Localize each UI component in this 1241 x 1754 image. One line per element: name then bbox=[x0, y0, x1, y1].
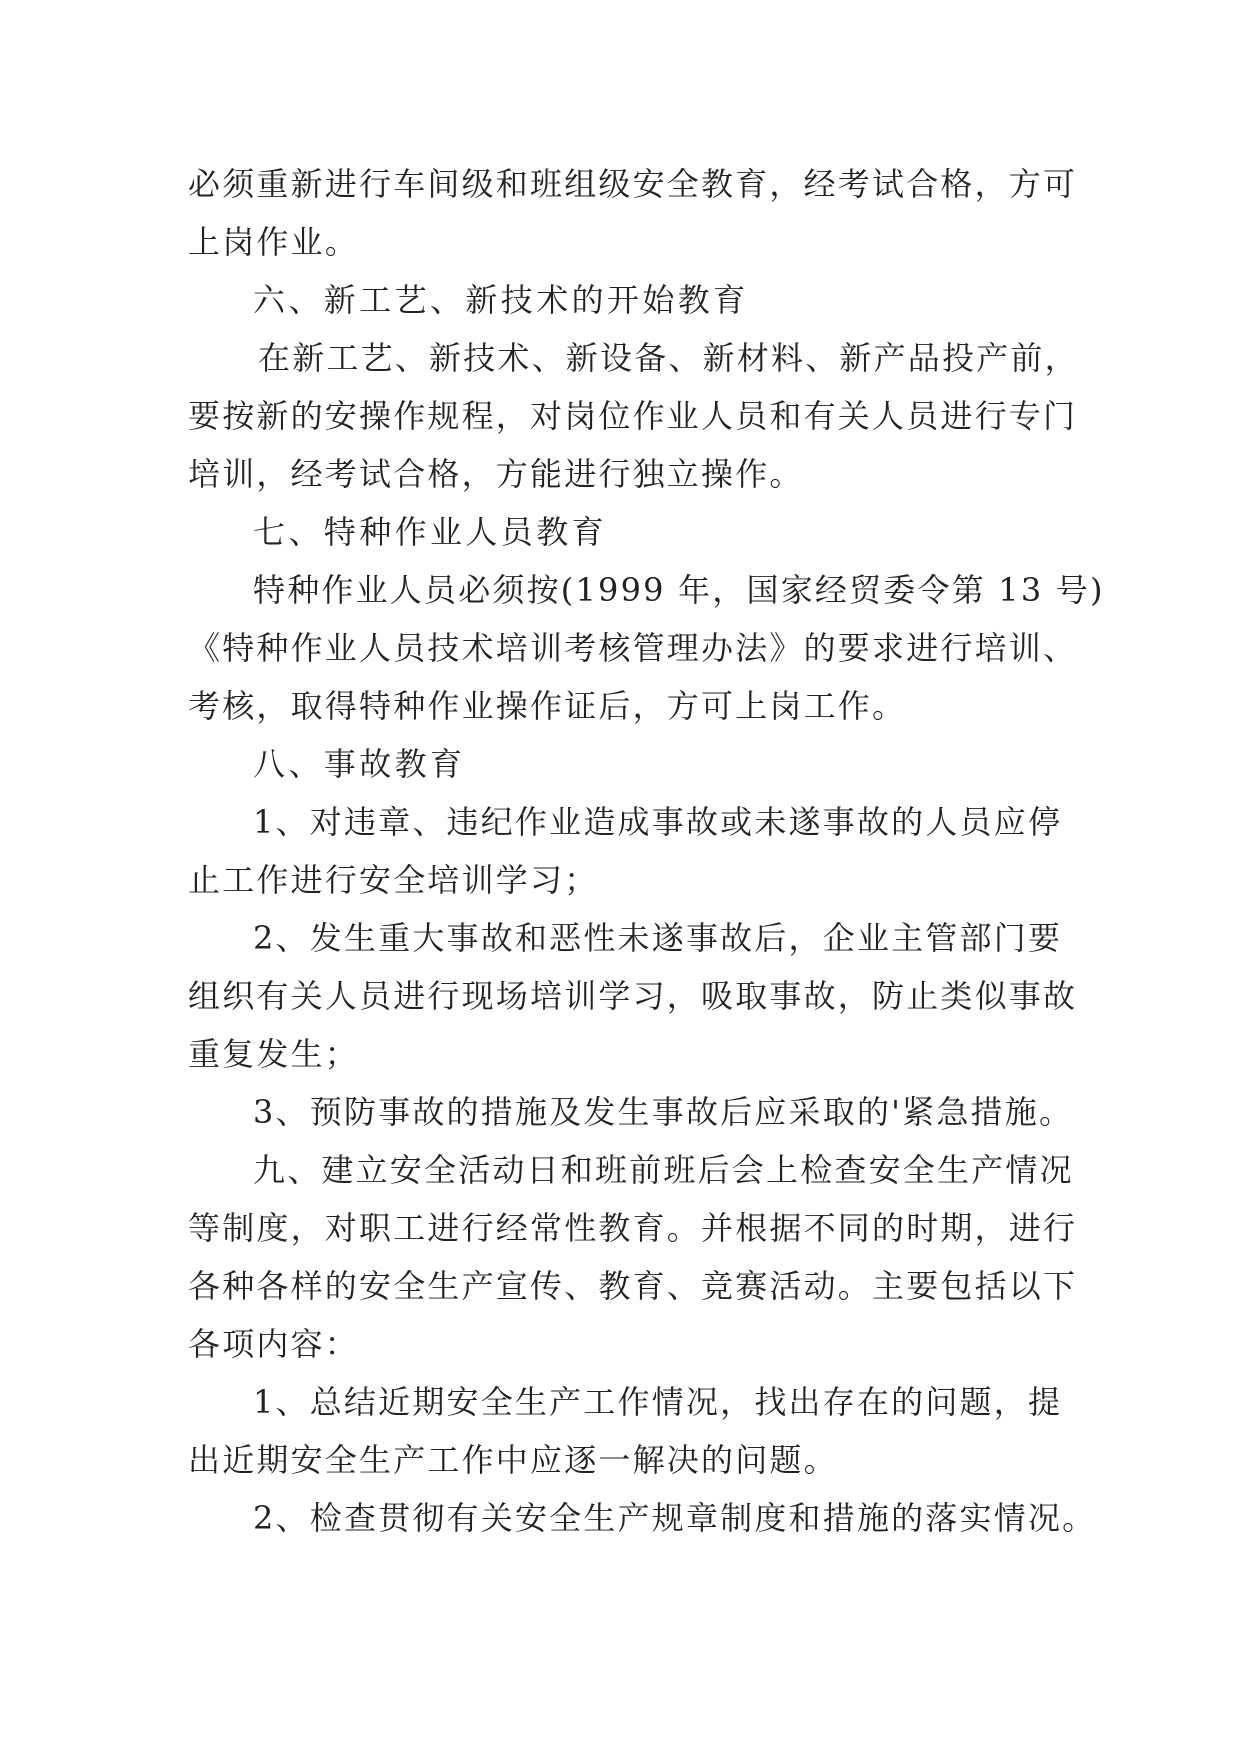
text-line: 组织有关人员进行现场培训学习，吸取事故，防止类似事故 bbox=[188, 977, 1078, 1015]
text-line: 出近期安全生产工作中应逐一解决的问题。 bbox=[188, 1441, 838, 1479]
text-line: 1、总结近期安全生产工作情况，找出存在的问题，提 bbox=[253, 1383, 1063, 1421]
text-line: 上岗作业。 bbox=[188, 223, 360, 261]
text-line: 要按新的安操作规程，对岗位作业人员和有关人员进行专门 bbox=[188, 397, 1078, 435]
section-heading: 九、建立安全活动日和班前班后会上检查安全生产情况 bbox=[253, 1151, 1074, 1189]
text-line: 考核，取得特种作业操作证后，方可上岗工作。 bbox=[188, 687, 907, 725]
section-heading: 七、特种作业人员教育 bbox=[253, 513, 608, 551]
text-line: 1、对违章、违纪作业造成事故或未遂事故的人员应停 bbox=[253, 803, 1063, 841]
text-line: 各项内容： bbox=[188, 1325, 360, 1363]
text-line: 各种各样的安全生产宣传、教育、竞赛活动。主要包括以下 bbox=[188, 1267, 1078, 1305]
text-line: 2、发生重大事故和恶性未遂事故后，企业主管部门要 bbox=[253, 919, 1063, 957]
text-line: 等制度，对职工进行经常性教育。并根据不同的时期，进行 bbox=[188, 1209, 1078, 1247]
text-line: 《特种作业人员技术培训考核管理办法》的要求进行培训、 bbox=[188, 629, 1078, 667]
text-line: 在新工艺、新技术、新设备、新材料、新产品投产前， bbox=[258, 339, 1079, 377]
text-line: 培训，经考试合格，方能进行独立操作。 bbox=[188, 455, 804, 493]
text-line: 特种作业人员必须按(1999 年，国家经贸委令第 13 号) bbox=[253, 571, 1105, 609]
section-heading: 六、新工艺、新技术的开始教育 bbox=[253, 281, 749, 319]
text-line: 3、预防事故的措施及发生事故后应采取的'紧急措施。 bbox=[253, 1093, 1074, 1131]
section-heading: 八、事故教育 bbox=[253, 745, 466, 783]
text-line: 重复发生； bbox=[188, 1035, 360, 1073]
text-line: 止工作进行安全培训学习； bbox=[188, 861, 599, 899]
text-line: 2、检查贯彻有关安全生产规章制度和措施的落实情况。 bbox=[253, 1499, 1097, 1537]
text-line: 必须重新进行车间级和班组级安全教育，经考试合格，方可 bbox=[188, 165, 1078, 203]
